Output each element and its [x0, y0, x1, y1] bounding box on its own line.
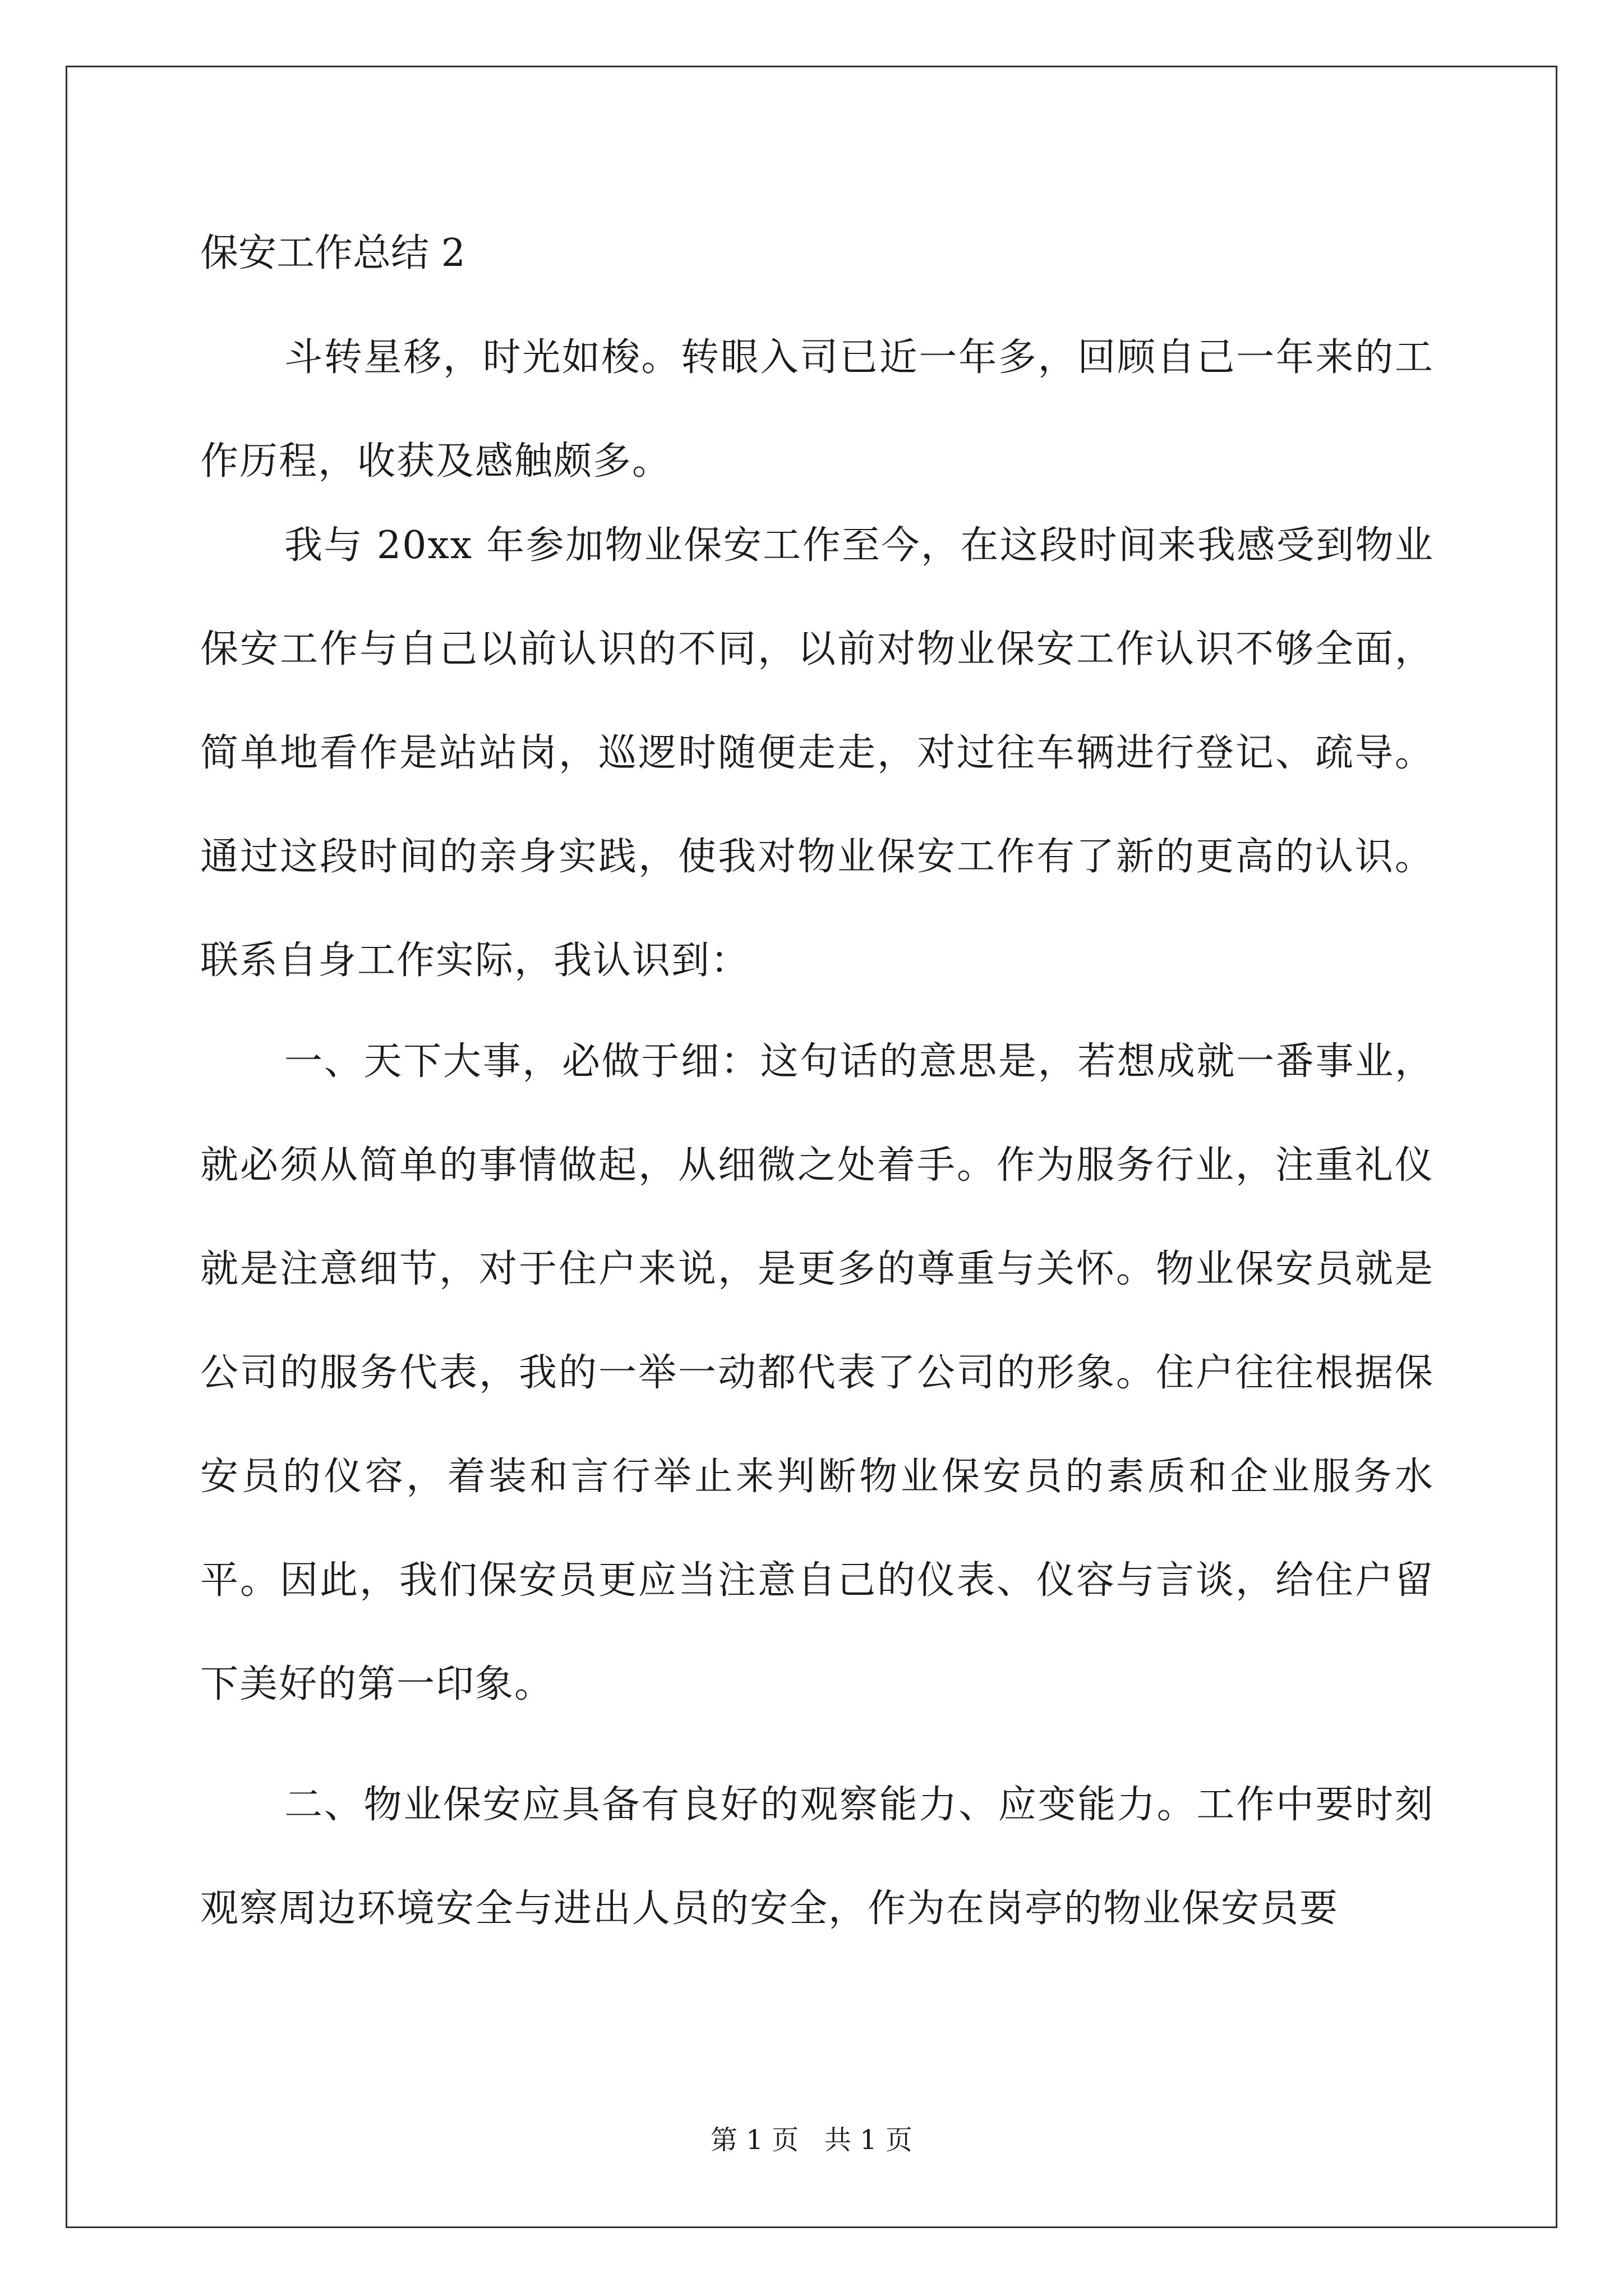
page-number-footer: 第 1 页 共 1 页 [711, 2124, 912, 2156]
paragraph: 二、物业保安应具备有良好的观察能力、应变能力。工作中要时刻观察周边环境安全与进出人员的安全，作为在岗亭的物业保安员要 [200, 1783, 1434, 1931]
document-title: 保安工作总结 2 [200, 231, 465, 275]
paragraph: 我与 20xx 年参加物业保安工作至今，在这段时间来我感受到物业保安工作与自己以前认识的不同，以前对物业保安工作认识不够全面，简单地看作是站站岗，巡逻时随便走走，对过往车辆进行登记、疏导。通过这段时间的亲身实践，使我对物业保安工作有了新的更高的认识。联系自身工作实际，我认识到： [200, 523, 1434, 983]
paragraph: 一、天下大事，必做于细：这句话的意思是，若想成就一番事业，就必须从简单的事情做起，从细微之处着手。作为服务行业，注重礼仪就是注意细节，对于住户来说，是更多的尊重与关怀。物业保安员就是公司的服务代表，我的一举一动都代表了公司的形象。住户往往根据保安员的仪容，着装和言行举止来判断物业保安员的素质和企业服务水平。因此，我们保安员更应当注意自己的仪表、仪容与言谈，给住户留下美好的第一印象。 [200, 1039, 1434, 1706]
paragraph: 斗转星移，时光如梭。转眼入司已近一年多，回顾自己一年来的工作历程，收获及感触颇多。 [200, 335, 1434, 484]
